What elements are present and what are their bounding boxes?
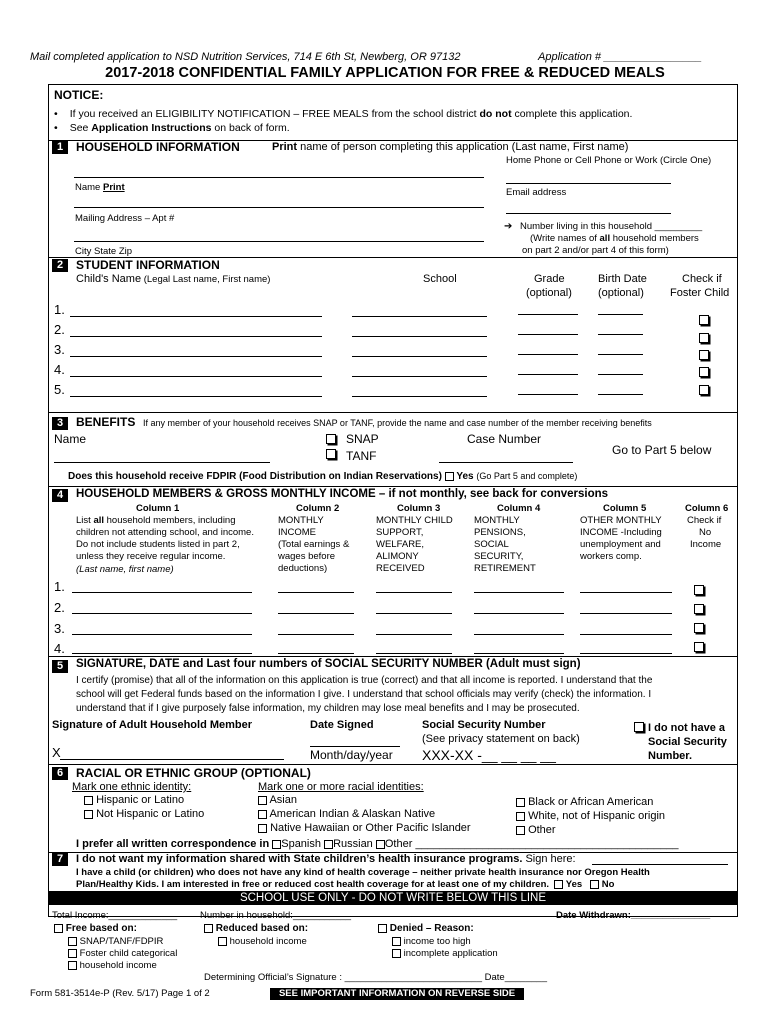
student-5-foster-checkbox[interactable] <box>699 385 709 395</box>
student-row-3-number: 3. <box>54 342 65 357</box>
household-income-option: household income <box>68 960 157 971</box>
member-4-col2-field[interactable] <box>278 653 354 654</box>
reverse-side-notice: SEE IMPORTANT INFORMATION ON REVERSE SIDE <box>270 988 524 1000</box>
snap-label: SNAP <box>346 432 379 446</box>
signature-x: X <box>52 745 61 760</box>
foster-categorical-checkbox[interactable] <box>68 949 77 958</box>
email-label: Email address <box>506 187 567 198</box>
no-ssn-checkbox[interactable] <box>634 722 644 732</box>
member-3-col2-field[interactable] <box>278 634 354 635</box>
birth-date-optional: (optional) <box>598 287 644 299</box>
fdpir-yes-checkbox[interactable] <box>445 472 454 481</box>
snap-tanf-checkbox[interactable] <box>68 937 77 946</box>
phone-field[interactable] <box>506 183 671 184</box>
household-income-checkbox[interactable] <box>68 961 77 970</box>
asian-option: Asian <box>258 794 297 806</box>
go-to-part-5: Go to Part 5 below <box>612 443 712 457</box>
column-2-header: Column 2 <box>296 503 340 514</box>
black-checkbox[interactable] <box>516 798 525 807</box>
name-field[interactable] <box>74 177 484 178</box>
school-use-bar: SCHOOL USE ONLY - DO NOT WRITE BELOW THIS LINE <box>48 891 738 905</box>
native-hawaiian-checkbox[interactable] <box>258 824 267 833</box>
incomplete-application-checkbox[interactable] <box>392 949 401 958</box>
student-4-school-field[interactable] <box>352 376 487 377</box>
column-1-line-3: Do not include students listed in part 2, <box>76 539 240 550</box>
print-name-instruction: Print name of person completing this application (Last name, First name) <box>272 141 629 153</box>
column-2-line-5: deductions) <box>278 563 328 574</box>
member-4-no-income-checkbox[interactable] <box>694 642 704 652</box>
column-2-line-3: (Total earnings & <box>278 539 350 550</box>
member-1-col2-field[interactable] <box>278 592 354 593</box>
column-5-line-3: unemployment and <box>580 539 661 550</box>
date-format-label: Month/day/year <box>310 748 393 762</box>
child-name-header: Child's Name (Legal Last name, First name) <box>76 273 271 285</box>
member-4-col5-field[interactable] <box>580 653 672 654</box>
student-5-birth-field[interactable] <box>598 394 643 395</box>
benefits-name-field[interactable] <box>54 462 270 463</box>
black-option: Black or African American <box>516 796 653 808</box>
column-2-line-2: INCOME <box>278 527 316 538</box>
date-withdrawn-field: Date Withdrawn:_______________ <box>556 910 711 921</box>
number-household-field: Number in household:___________ <box>200 910 352 921</box>
column-2-line-1: MONTHLY <box>278 515 324 526</box>
american-indian-checkbox[interactable] <box>258 810 267 819</box>
total-income-field: Total Income:_____________ <box>52 910 178 921</box>
member-3-col4-field[interactable] <box>474 634 564 635</box>
student-2-birth-field[interactable] <box>598 334 643 335</box>
column-6-line-1: Check if <box>687 515 722 526</box>
other-race-option: Other <box>516 824 556 836</box>
section-6-number: 6 <box>52 767 68 780</box>
student-4-birth-field[interactable] <box>598 374 643 375</box>
section-2-title: STUDENT INFORMATION <box>76 258 220 272</box>
reduced-checkbox[interactable] <box>204 924 213 933</box>
ssn-value-field[interactable]: XXX-XX -__ __ __ __ <box>422 747 556 763</box>
column-6-line-2: No <box>699 527 712 538</box>
section-2-number: 2 <box>52 259 68 272</box>
number-living-label: Number living in this household _________ <box>520 221 703 232</box>
write-names-note: (Write names of all household members <box>530 233 699 244</box>
column-2-line-4: wages before <box>278 551 336 562</box>
page-title: 2017-2018 CONFIDENTIAL FAMILY APPLICATION FOR FREE & REDUCED MEALS <box>105 65 665 81</box>
member-1-col5-field[interactable] <box>580 592 672 593</box>
column-1-line-1: List all household members, including <box>76 515 236 526</box>
grade-optional: (optional) <box>526 287 572 299</box>
section-4-title: HOUSEHOLD MEMBERS & GROSS MONTHLY INCOME – if not monthly, see back for conversions <box>76 488 609 500</box>
not-hispanic-option: Not Hispanic or Latino <box>84 808 204 820</box>
student-1-name-field[interactable] <box>70 316 322 317</box>
signature-label: Signature of Adult Household Member <box>52 719 253 731</box>
tanf-label: TANF <box>346 449 377 463</box>
other-language-checkbox[interactable] <box>376 840 385 849</box>
column-4-header: Column 4 <box>497 503 541 514</box>
hispanic-checkbox[interactable] <box>84 796 93 805</box>
incomplete-application-option: incomplete application <box>392 948 498 959</box>
column-5-line-4: workers comp. <box>580 551 642 562</box>
member-2-col2-field[interactable] <box>278 613 354 614</box>
snap-tanf-option: SNAP/TANF/FDPIR <box>68 936 163 947</box>
health-no-checkbox[interactable] <box>590 880 599 889</box>
member-1-no-income-checkbox[interactable] <box>694 585 704 595</box>
member-4-name-field[interactable] <box>72 653 252 654</box>
not-hispanic-checkbox[interactable] <box>84 810 93 819</box>
application-number: Application # ________________ <box>538 51 702 63</box>
foster-check-header: Check if <box>682 273 722 285</box>
ethnic-identity-label: Mark one ethnic identity: <box>72 781 192 793</box>
student-1-grade-field[interactable] <box>518 314 578 315</box>
section-5-title: SIGNATURE, DATE and Last four numbers of SOCIAL SECURITY NUMBER (Adult must sign) <box>76 658 581 670</box>
free-based-on: Free based on: <box>54 923 137 934</box>
section-7-title: I do not want my information shared with State children’s health insurance programs. Sign here: <box>76 853 576 865</box>
benefits-name-label: Name <box>54 432 87 446</box>
column-3-line-1: MONTHLY CHILD <box>376 515 453 526</box>
case-number-label: Case Number <box>467 432 542 446</box>
student-3-grade-field[interactable] <box>518 354 578 355</box>
member-3-col3-field[interactable] <box>376 634 452 635</box>
grade-header: Grade <box>534 273 565 285</box>
asian-checkbox[interactable] <box>258 796 267 805</box>
white-option: White, not of Hispanic origin <box>516 810 665 822</box>
column-5-line-2: INCOME -Including <box>580 527 662 538</box>
member-3-no-income-checkbox[interactable] <box>694 623 704 633</box>
student-1-foster-checkbox[interactable] <box>699 315 709 325</box>
notice-bullet-2: • See Application Instructions on back of form. <box>54 122 290 134</box>
american-indian-option: American Indian & Alaskan Native <box>258 808 435 820</box>
section-7-signature-field[interactable] <box>592 864 728 865</box>
spanish-checkbox[interactable] <box>272 840 281 849</box>
member-row-4-number: 4. <box>54 641 65 656</box>
student-1-school-field[interactable] <box>352 316 487 317</box>
column-4-line-3: SOCIAL <box>474 539 509 550</box>
student-4-grade-field[interactable] <box>518 374 578 375</box>
student-3-name-field[interactable] <box>70 356 322 357</box>
student-5-name-field[interactable] <box>70 396 322 397</box>
certification-line-3: understand that if I give purposely false information, my children may lose meal benefits and I may be prosecuted. <box>76 703 580 714</box>
reduced-household-income-option: household income <box>218 936 307 947</box>
health-coverage-line-1: I have a child (or children) who does not have any kind of health coverage – neither private health insurance nor Oregon Health <box>76 867 650 878</box>
student-3-birth-field[interactable] <box>598 354 643 355</box>
section-5-number: 5 <box>52 660 68 673</box>
member-4-col3-field[interactable] <box>376 653 452 654</box>
member-1-name-field[interactable] <box>72 592 252 593</box>
birth-date-header: Birth Date <box>598 273 647 285</box>
member-1-col3-field[interactable] <box>376 592 452 593</box>
income-too-high-option: income too high <box>392 936 471 947</box>
student-2-school-field[interactable] <box>352 336 487 337</box>
section-6-title: RACIAL OR ETHNIC GROUP (OPTIONAL) <box>76 766 311 780</box>
native-hawaiian-option: Native Hawaiian or Other Pacific Islander <box>258 822 471 834</box>
other-race-checkbox[interactable] <box>516 826 525 835</box>
on-part-note: on part 2 and/or part 4 of this form) <box>522 245 669 256</box>
mailing-address-label: Mailing Address – Apt # <box>75 213 175 224</box>
student-row-1-number: 1. <box>54 302 65 317</box>
section-3-title: BENEFITS <box>76 415 136 429</box>
column-4-line-2: PENSIONS, <box>474 527 526 538</box>
no-ssn-line-1: I do not have a <box>648 722 726 734</box>
reduced-household-income-checkbox[interactable] <box>218 937 227 946</box>
denied-reason: Denied – Reason: <box>378 923 474 934</box>
member-row-2-number: 2. <box>54 600 65 615</box>
white-checkbox[interactable] <box>516 812 525 821</box>
member-1-col4-field[interactable] <box>474 592 564 593</box>
column-4-line-5: RETIREMENT <box>474 563 536 574</box>
member-2-name-field[interactable] <box>72 613 252 614</box>
reduced-based-on: Reduced based on: <box>204 923 308 934</box>
foster-categorical-option: Foster child categorical <box>68 948 177 959</box>
column-3-header: Column 3 <box>397 503 441 514</box>
student-row-4-number: 4. <box>54 362 65 377</box>
member-3-name-field[interactable] <box>72 634 252 635</box>
certification-line-1: I certify (promise) that all of the information on this application is true (correct) and that all income is reported. I understand that the <box>76 675 653 686</box>
mailing-address-field[interactable] <box>74 207 484 208</box>
member-row-3-number: 3. <box>54 621 65 636</box>
student-2-grade-field[interactable] <box>518 334 578 335</box>
notice-bullet-1: • If you received an ELIGIBILITY NOTIFICATION – FREE MEALS from the school district do not complete this application. <box>54 108 633 120</box>
signature-field[interactable] <box>60 759 284 760</box>
section-1-title: HOUSEHOLD INFORMATION <box>76 140 240 154</box>
column-1-line-2: children not attending school, and income. <box>76 527 254 538</box>
health-yes-checkbox[interactable] <box>554 880 563 889</box>
email-field[interactable] <box>506 213 671 214</box>
member-2-col4-field[interactable] <box>474 613 564 614</box>
column-6-line-3: Income <box>690 539 722 550</box>
column-3-line-3: WELFARE, <box>376 539 425 550</box>
date-signed-label: Date Signed <box>310 719 374 731</box>
member-4-col4-field[interactable] <box>474 653 564 654</box>
correspondence-preference: I prefer all written correspondence in Spanish Russian Other ___________________________________________ <box>76 838 679 850</box>
russian-checkbox[interactable] <box>324 840 333 849</box>
column-4-line-4: SECURITY, <box>474 551 524 562</box>
ssn-label: Social Security Number <box>422 719 546 731</box>
student-1-birth-field[interactable] <box>598 314 643 315</box>
privacy-statement: (See privacy statement on back) <box>422 733 580 745</box>
student-5-grade-field[interactable] <box>518 394 578 395</box>
income-too-high-checkbox[interactable] <box>392 937 401 946</box>
member-2-col3-field[interactable] <box>376 613 452 614</box>
section-7-number: 7 <box>52 853 68 866</box>
notice-heading: NOTICE: <box>54 88 104 102</box>
section-4-number: 4 <box>52 489 68 502</box>
tanf-checkbox[interactable] <box>326 449 336 459</box>
member-2-col5-field[interactable] <box>580 613 672 614</box>
column-1-header: Column 1 <box>136 503 180 514</box>
name-label: Name Print <box>75 182 125 193</box>
student-4-foster-checkbox[interactable] <box>699 367 709 377</box>
column-1-line-4: unless they receive regular income. <box>76 551 226 562</box>
column-6-header: Column 6 <box>685 503 729 514</box>
column-3-line-2: SUPPORT, <box>376 527 424 538</box>
column-3-line-4: ALIMONY <box>376 551 419 562</box>
foster-child-header: Foster Child <box>670 287 730 299</box>
student-3-foster-checkbox[interactable] <box>699 350 709 360</box>
column-5-line-1: OTHER MONTHLY <box>580 515 662 526</box>
no-ssn-line-2: Social Security <box>648 736 727 748</box>
case-number-field[interactable] <box>439 462 573 463</box>
column-4-line-1: MONTHLY <box>474 515 520 526</box>
hispanic-option: Hispanic or Latino <box>84 794 184 806</box>
determining-official-signature: Determining Official’s Signature : __________________________ Date________ <box>204 972 547 983</box>
column-3-line-5: RECEIVED <box>376 563 425 574</box>
arrow-icon: ➔ <box>504 221 513 232</box>
fdpir-question: Does this household receive FDPIR (Food Distribution on Indian Reservations) Yes (Go Part 5 and complete) <box>68 471 578 482</box>
school-header: School <box>423 273 457 285</box>
member-row-1-number: 1. <box>54 579 65 594</box>
date-signed-field[interactable] <box>310 746 400 747</box>
denied-checkbox[interactable] <box>378 924 387 933</box>
student-row-5-number: 5. <box>54 382 65 397</box>
certification-line-2: school will get Federal funds based on the information I give. I understand that school officials may verify (check) the information. I <box>76 689 652 700</box>
mail-instructions: Mail completed application to NSD Nutrition Services, 714 E 6th St, Newberg, OR 97132 <box>30 51 461 63</box>
health-coverage-line-2: Plan/Healthy Kids. I am interested in free or reduced cost health coverage for at least one of my children. Yes No <box>76 879 615 890</box>
column-5-header: Column 5 <box>603 503 647 514</box>
student-row-2-number: 2. <box>54 322 65 337</box>
column-1-line-5: (Last name, first name) <box>76 564 174 575</box>
student-3-school-field[interactable] <box>352 356 487 357</box>
student-5-school-field[interactable] <box>352 396 487 397</box>
snap-checkbox[interactable] <box>326 434 336 444</box>
benefits-description: If any member of your household receives SNAP or TANF, provide the name and case number of the member receiving benefits <box>143 418 652 428</box>
student-2-foster-checkbox[interactable] <box>699 333 709 343</box>
phone-label: Home Phone or Cell Phone or Work (Circle One) <box>506 155 712 166</box>
free-checkbox[interactable] <box>54 924 63 933</box>
student-2-name-field[interactable] <box>70 336 322 337</box>
racial-identity-label: Mark one or more racial identities: <box>258 781 424 793</box>
member-3-col5-field[interactable] <box>580 634 672 635</box>
section-1-number: 1 <box>52 141 68 154</box>
member-2-no-income-checkbox[interactable] <box>694 604 704 614</box>
no-ssn-line-3: Number. <box>648 750 693 762</box>
city-state-zip-label: City State Zip <box>75 246 133 257</box>
city-state-zip-field[interactable] <box>74 241 484 242</box>
form-number: Form 581-3514e-P (Rev. 5/17) Page 1 of 2 <box>30 988 210 999</box>
student-4-name-field[interactable] <box>70 376 322 377</box>
section-3-number: 3 <box>52 417 68 430</box>
